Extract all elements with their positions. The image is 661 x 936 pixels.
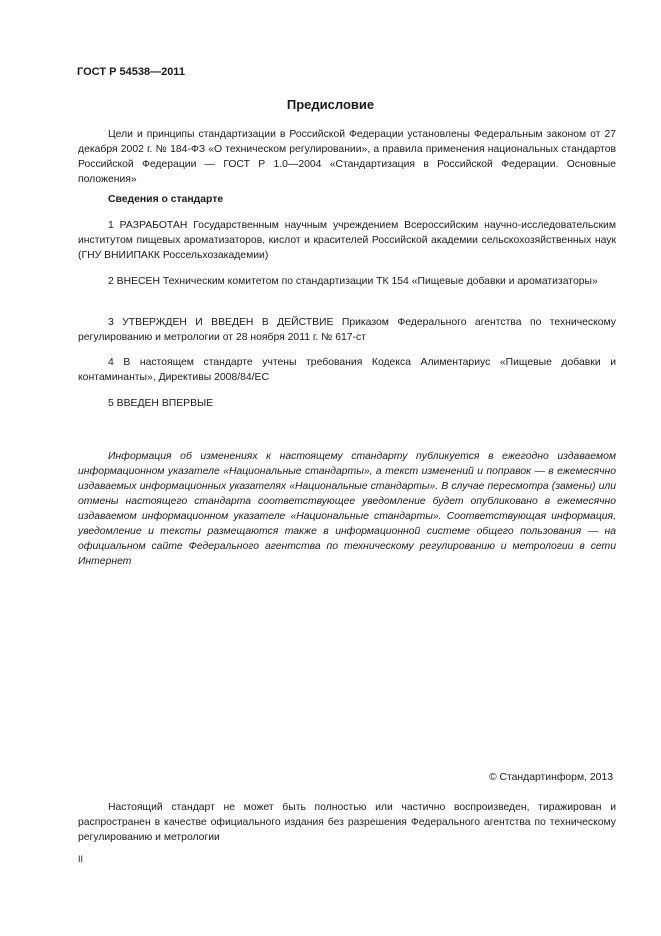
item-1-text: 1 РАЗРАБОТАН Государственным научным учреждением Всероссийским научно-исследовательским институтом пищевых ароматизаторов, кислот и красителей Российской академии сельскохозяйственных наук (ГНУ ВНИИПАКК Россельхозакадемии) bbox=[78, 220, 616, 261]
intro-text: Цели и принципы стандартизации в Российской Федерации установлены Федеральным законом от 27 декабря 2002 г. № 184-ФЗ «О техническом регулировании», а правила применения национальных стандартов Российской Федерации — ГОСТ Р 1.0—2004 «Стандартизация в Российской Федерации. Основные положения» bbox=[78, 129, 616, 185]
item-2 bbox=[78, 274, 616, 289]
item-1 bbox=[78, 218, 616, 263]
page-title: Предисловие bbox=[286, 97, 375, 112]
intro-paragraph bbox=[78, 127, 616, 187]
copyright: © Стандартинформ, 2013 bbox=[488, 772, 613, 783]
item-5 bbox=[78, 396, 616, 411]
item-3 bbox=[78, 315, 616, 345]
notice-paragraph bbox=[78, 449, 616, 569]
document-id: ГОСТ Р 54538—2011 bbox=[77, 66, 185, 78]
info-heading: Сведения о стандарте bbox=[108, 194, 224, 205]
page-number: II bbox=[78, 854, 84, 864]
item-4-text: 4 В настоящем стандарте учтены требования Кодекса Алиментариус «Пищевые добавки и контаминанты», Директивы 2008/84/ЕС bbox=[78, 357, 616, 383]
footer-paragraph bbox=[78, 800, 616, 845]
item-3-text: 3 УТВЕРЖДЕН И ВВЕДЕН В ДЕЙСТВИЕ Приказом Федерального агентства по техническому регулированию и метрологии от 28 ноября 2011 г. № 617-ст bbox=[78, 317, 616, 343]
item-5-text: 5 ВВЕДЕН ВПЕРВЫЕ bbox=[108, 398, 214, 409]
notice-text: Информация об изменениях к настоящему стандарту публикуется в ежегодно издаваемом информационном указателе «Национальные стандарты», а текст изменений и поправок — в ежемесячно издаваемых информационных указателях «Национальные стандарты». В случае пересмотра (замены) или отмены настоящего стандарта соответствующее уведомление будет опубликовано в ежемесячно издаваемом информационном указателе «Национальные стандарты». Соответствующая информация, уведомление и тексты размещаются также в информационной системе общего пользования — на официальном сайте Федерального агентства по техническому регулированию и метрологии в сети Интернет bbox=[78, 451, 616, 567]
item-2-text: 2 ВНЕСЕН Техническим комитетом по стандартизации ТК 154 «Пищевые добавки и ароматизаторы» bbox=[108, 276, 598, 287]
footer-text: Настоящий стандарт не может быть полностью или частично воспроизведен, тиражирован и распространен в качестве официального издания без разрешения Федерального агентства по техническому регулированию и метрологии bbox=[78, 802, 616, 843]
item-4 bbox=[78, 355, 616, 385]
